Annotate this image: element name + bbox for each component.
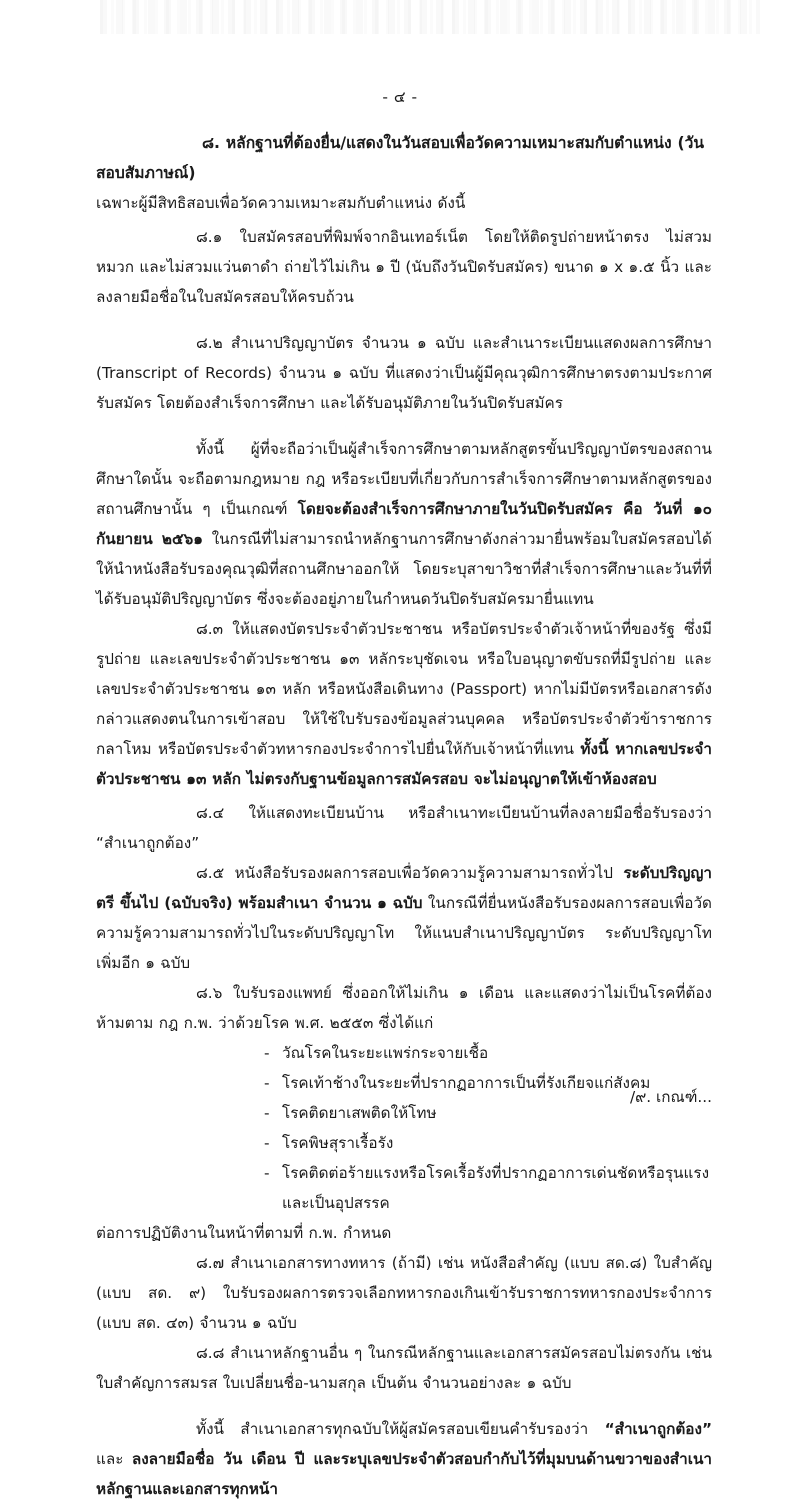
item-8-1: ๘.๑ ใบสมัครสอบที่พิมพ์จากอินเทอร์เน็ต โดยให้ติดรูปถ่ายหน้าตรง ไม่สวมหมวก และไม่สวมแว่นตาดำ ถ่ายไว้ไม่เกิน ๑ ปี (นับถึงวันปิดรับสมัคร) ขนาด ๑ x ๑.๕ นิ้ว และลงลายมือชื่อในใบสมัครสอบให้ครบถ้วน	[96, 228, 712, 306]
closing-text-a: ทั้งนี้ สำเนาเอกสารทุกฉบับให้ผู้สมัครสอบเขียนคำรับรองว่า	[196, 1420, 605, 1438]
list-dash-icon: -	[264, 1074, 270, 1092]
list-dash-icon: -	[264, 1044, 270, 1062]
list-item-label: โรคพิษสุราเรื้อรัง	[282, 1134, 394, 1152]
item-8-5-text-a: ๘.๕ หนังสือรับรองผลการสอบเพื่อวัดความรู้ความสามารถทั่วไป	[196, 864, 624, 882]
item-8-2-note	[96, 434, 712, 614]
disease-list	[96, 1038, 712, 1218]
list-item-label: โรคติดต่อร้ายแรงหรือโรคเรื้อรังที่ปรากฏอาการเด่นชัดหรือรุนแรงและเป็นอุปสรรค	[282, 1164, 710, 1212]
list-item-label: วัณโรคในระยะแพร่กระจายเชื้อ	[282, 1044, 489, 1062]
section-8-heading: ๘. หลักฐานที่ต้องยื่น/แสดงในวันสอบเพื่อวัดความเหมาะสมกับตำแหน่ง (วันสอบสัมภาษณ์)	[96, 134, 705, 182]
list-dash-icon: -	[264, 1104, 270, 1122]
closing-bold-certified-copy: “สำเนาถูกต้อง”	[604, 1420, 712, 1438]
item-8-6: ๘.๖ ใบรับรองแพทย์ ซึ่งออกให้ไม่เกิน ๑ เดือน และแสดงว่าไม่เป็นโรคที่ต้องห้ามตาม กฎ ก.พ. ว่าด้วยโรค พ.ศ. ๒๕๕๓ ซึ่งได้แก่	[96, 984, 712, 1032]
item-8-2-note-text-a: ทั้งนี้ ผู้ที่จะถือว่าเป็นผู้สำเร็จการศึกษาตามหลักสูตรขั้นปริญญาบัตรของสถานศึกษาใดนั้น จะถือตามกฎหมาย กฎ หรือระเบียบที่เกี่ยวกับการสำเร็จการศึกษาตามหลักสูตรของสถานศึกษานั้น ๆ เป็นเกณฑ์	[96, 440, 712, 518]
list-item	[96, 1128, 712, 1158]
item-8-2: ๘.๒ สำเนาปริญญาบัตร จำนวน ๑ ฉบับ และสำเนาระเบียนแสดงผลการศึกษา (Transcript of Records) จำนวน ๑ ฉบับ ที่แสดงว่าเป็นผู้มีคุณวุฒิการศึกษาตรงตามประกาศรับสมัคร โดยต้องสำเร็จการศึกษา และได้รับอนุมัติภายในวันปิดรับสมัคร	[96, 334, 712, 412]
item-8-2-note-bold-date: โดยจะต้องสำเร็จการศึกษาภายในวันปิดรับสมัคร คือ วันที่ ๑๐ กันยายน ๒๕๖๑	[96, 500, 712, 548]
closing-paragraph	[96, 1414, 712, 1504]
list-dash-icon: -	[264, 1134, 270, 1152]
item-8-7: ๘.๗ สำเนาเอกสารทางทหาร (ถ้ามี) เช่น หนังสือสำคัญ (แบบ สด.๘) ใบสำคัญ (แบบ สด. ๙) ใบรับรองผลการตรวจเลือกทหารกองเกินเข้ารับราชการทหารกองประจำการ (แบบ สด. ๔๓) จำนวน ๑ ฉบับ	[96, 1254, 712, 1332]
list-item-label: โรคเท้าช้างในระยะที่ปรากฏอาการเป็นที่รังเกียจแก่สังคม	[282, 1074, 651, 1092]
list-item	[96, 1038, 712, 1068]
list-dash-icon: -	[264, 1164, 270, 1182]
item-8-5-text-b: ในกรณีที่ยื่นหนังสือรับรองผลการสอบเพื่อวัดความรู้ความสามารถทั่วไปในระดับปริญญาโท ให้แนบสำเนาปริญญาบัตร ระดับปริญญาโท เพิ่มอีก ๑ ฉบับ	[96, 894, 712, 972]
item-8-2-note-text-b: ในกรณีที่ไม่สามารถนำหลักฐานการศึกษาดังกล่าวมายื่นพร้อมใบสมัครสอบได้ให้นำหนังสือรับรองคุณวุฒิที่สถานศึกษาออกให้ โดยระบุสาขาวิชาที่สำเร็จการศึกษาและวันที่ที่ได้รับอนุมัติปริญญาบัตร ซึ่งจะต้องอยู่ภายในกำหนดวันปิดรับสมัครมายื่นแทน	[96, 530, 712, 608]
item-8-3	[96, 614, 712, 794]
item-8-3-text: ๘.๓ ให้แสดงบัตรประจำตัวประชาชน หรือบัตรประจำตัวเจ้าหน้าที่ของรัฐ ซึ่งมีรูปถ่าย และเลขประจำตัวประชาชน ๑๓ หลักระบุชัดเจน หรือใบอนุญาตขับรถที่มีรูปถ่าย และเลขประจำตัวประชาชน ๑๓ หลัก หรือหนังสือเดินทาง (Passport) หากไม่มีบัตรหรือเอกสารดังกล่าวแสดงตนในการเข้าสอบ ให้ใช้ใบรับรองข้อมูลส่วนบุคคล หรือบัตรประจำตัวข้าราชการกลาโหม หรือบัตรประจำตัวทหารกองประจำการไปยื่นให้กับเจ้าหน้าที่แทน	[96, 620, 712, 758]
footer-catchword: /๙. เกณฑ์...	[629, 1088, 712, 1106]
item-8-6-continuation: ต่อการปฏิบัติงานในหน้าที่ตามที่ ก.พ. กำหนด	[96, 1224, 392, 1242]
item-8-3-bold-warning: ทั้งนี้ หากเลขประจำตัวประชาชน ๑๓ หลัก ไม่ตรงกับฐานข้อมูลการสมัครสอบ จะไม่อนุญาตให้เข้าห้องสอบ	[96, 740, 712, 788]
closing-bold-signature: ลงลายมือชื่อ วัน เดือน ปี และระบุเลขประจำตัวสอบกำกับไว้ที่มุมบนด้านขวาของสำเนาหลักฐานและเอกสารทุกหน้า	[96, 1450, 712, 1498]
item-8-5	[96, 858, 712, 978]
item-8-4: ๘.๔ ให้แสดงทะเบียนบ้าน หรือสำเนาทะเบียนบ้านที่ลงลายมือชื่อรับรองว่า “สำเนาถูกต้อง”	[96, 804, 712, 852]
item-8-8: ๘.๘ สำเนาหลักฐานอื่น ๆ ในกรณีหลักฐานและเอกสารสมัครสอบไม่ตรงกัน เช่น ใบสำคัญการสมรส ใบเปลี่ยนชื่อ-นามสกุล เป็นต้น จำนวนอย่างละ ๑ ฉบับ	[96, 1344, 712, 1392]
list-item-label: โรคติดยาเสพติดให้โทษ	[282, 1104, 437, 1122]
page-number: - ๔ -	[382, 88, 418, 106]
list-item	[96, 1158, 712, 1218]
item-8-5-bold-degree: ระดับปริญญาตรี ขึ้นไป (ฉบับจริง) พร้อมสำเนา จำนวน ๑ ฉบับ	[96, 864, 712, 912]
section-8-lead: เฉพาะผู้มีสิทธิสอบเพื่อวัดความเหมาะสมกับตำแหน่ง ดังนี้	[96, 194, 466, 212]
closing-text-mid: และ	[96, 1450, 132, 1468]
document-body	[96, 128, 712, 1504]
